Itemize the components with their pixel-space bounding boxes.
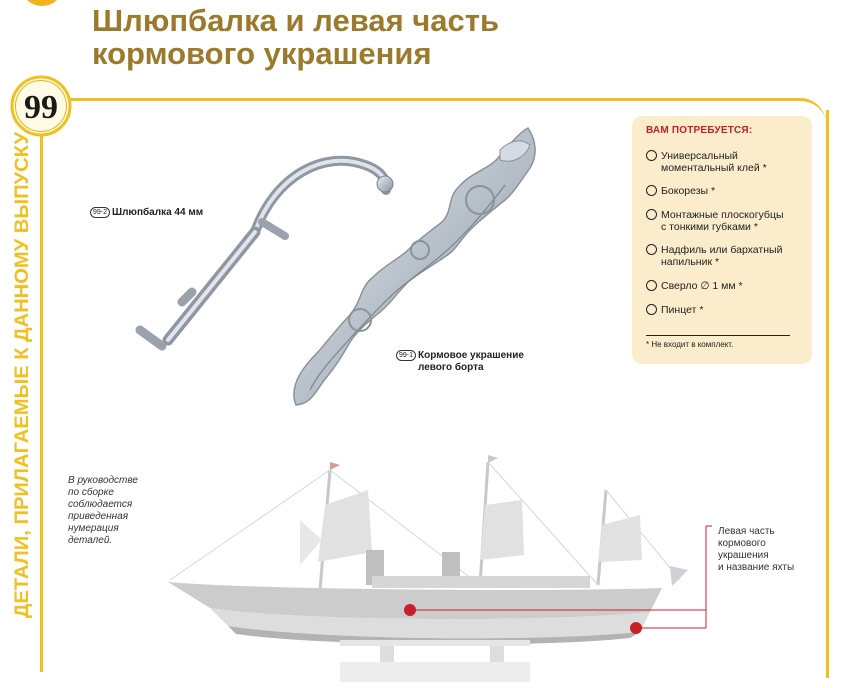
requirement-item: [646, 244, 811, 268]
requirements-divider: [646, 335, 790, 336]
checkbox-circle-icon: [646, 185, 657, 196]
requirement-item: [646, 209, 811, 233]
requirements-footnote: * Не входит в комплект.: [646, 340, 734, 349]
callout-caption: [718, 526, 818, 574]
manual-note-line: приведенная: [68, 511, 129, 522]
requirement-line-1: Надфиль или бархатный: [661, 244, 783, 256]
manual-note-line: В руководстве: [68, 475, 138, 486]
requirement-line-1: Сверло ∅ 1 мм *: [661, 280, 743, 292]
title-line-1: Шлюпбалка и левая часть: [92, 3, 499, 38]
requirement-line-1: Универсальный: [661, 150, 738, 162]
manual-note-line: нумерация: [68, 523, 119, 534]
part-name: Кормовое украшение: [418, 350, 524, 361]
manual-note-line: соблюдается: [68, 499, 133, 510]
part-label-davit: [90, 207, 203, 219]
checkbox-circle-icon: [646, 304, 657, 315]
requirement-item: [646, 185, 811, 197]
yacht-illustration: [168, 455, 688, 682]
part-label-ornament: [396, 350, 524, 374]
checkbox-circle-icon: [646, 244, 657, 255]
callout-line: и название яхты: [718, 562, 795, 573]
requirement-item: [646, 280, 811, 292]
requirement-line-1: Монтажные плоскогубцы: [661, 209, 784, 221]
issue-number: 99: [24, 89, 58, 126]
sidebar-text: ДЕТАЛИ, ПРИЛАГАЕМЫЕ К ДАННОМУ ВЫПУСКУ: [12, 159, 33, 618]
requirement-item: [646, 150, 811, 174]
part-tag: 99-2: [90, 207, 110, 218]
part-tag: 99-1: [396, 350, 416, 361]
checkbox-circle-icon: [646, 209, 657, 220]
part-name: Шлюпбалка 44 мм: [112, 207, 204, 218]
callout-line: кормового: [718, 538, 766, 549]
part-name-line-2: левого борта: [418, 362, 484, 373]
checkbox-circle-icon: [646, 150, 657, 161]
callout-line: украшения: [718, 550, 769, 561]
checkbox-circle-icon: [646, 280, 657, 291]
manual-note: [68, 475, 160, 547]
requirement-line-2: напильник *: [661, 256, 720, 268]
requirement-line-1: Бокорезы *: [661, 185, 716, 197]
manual-note-line: деталей.: [68, 535, 113, 546]
requirement-line-1: Пинцет *: [661, 304, 704, 316]
title-line-2: кормового украшения: [92, 36, 432, 71]
requirements-title: ВАМ ПОТРЕБУЕТСЯ:: [646, 125, 753, 136]
requirement-item: [646, 304, 811, 316]
callout-line: Левая часть: [718, 526, 775, 537]
requirement-line-2: с тонкими губками *: [661, 221, 758, 233]
requirements-panel: [632, 116, 812, 364]
marker-dot-ornament: [630, 622, 642, 634]
manual-note-line: по сборке: [68, 487, 114, 498]
requirement-line-2: моментальный клей *: [661, 162, 767, 174]
marker-dot-name: [404, 604, 416, 616]
